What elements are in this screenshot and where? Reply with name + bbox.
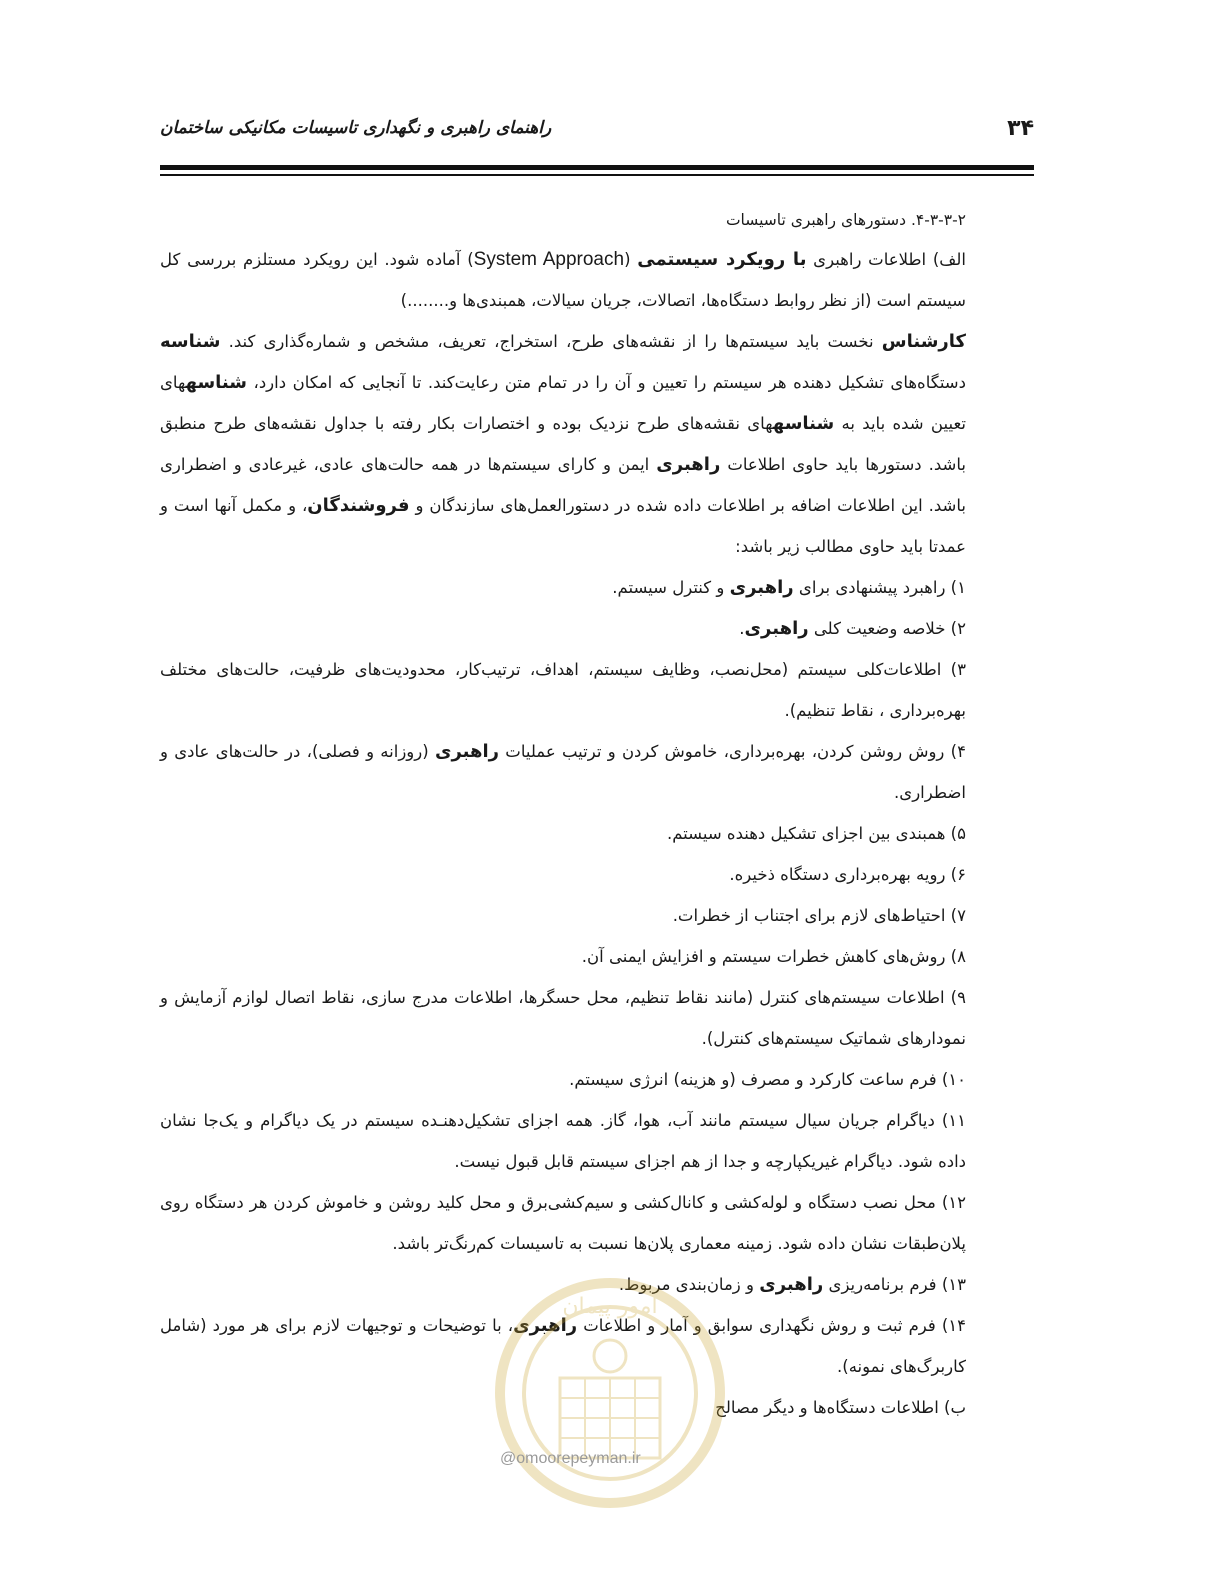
page-header [160,112,1034,152]
watermark-url: @omoorepeyman.ir [500,1450,641,1467]
text-run: های نقشه‌های طرح نزدیک بوده و اختصارات بکار رفته با جداول نقشه‌های طرح منطبق باشد. دستورها باید حاوی اطلاعات [160,414,966,474]
bold-term: شناسه [160,331,221,352]
text-run: ۲) خلاصه وضعیت کلی [808,619,966,638]
list-item: ۵) همبندی بین اجزای تشکیل دهنده سیستم. [666,824,966,843]
page-number: ۳۴ [1007,116,1034,141]
watermark-seal-icon [485,1268,735,1518]
text-run: . [739,619,745,638]
running-title: راهنمای راهبری و نگهداری تاسیسات مکانیکی ساختمان [160,118,552,138]
text-run: و کنترل سیستم. [612,578,730,597]
bold-term: کارشناس [881,331,966,352]
list-item: ۶) رویه بهره‌برداری دستگاه ذخیره. [729,865,966,884]
header-rule-thin [160,174,1034,176]
bold-term: با رویکرد سیستمی [637,249,807,270]
list-item: ۱۲) محل نصب دستگاه و لوله‌کشی و کانال‌کشی و سیم‌کشی‌برق و محل کلید روشن و خاموش کردن هر دستگاه روی پلان‌طبقات نشان داده شود. زمینه معماری پلان‌ها نسبت به تاسیسات کم‌رنگ‌تر باشد. [160,1193,966,1253]
list-item: ۳) اطلاعات‌کلی سیستم (محل‌نصب، وظایف سیستم، اهداف، ترتیب‌کار، محدودیت‌های ظرفیت، حالت‌های مختلف بهره‌برداری ، نقاط تنظیم). [160,660,966,720]
bold-term: راهبری [656,454,721,475]
text-run: ۴) روش روشن کردن، بهره‌برداری، خاموش کردن و ترتیب عملیات [499,742,966,761]
bold-term: شناسه [185,372,247,393]
list-item: ۱۰) فرم ساعت کارکرد و مصرف (و هزینه) انرژی سیستم. [569,1070,966,1089]
list-item [160,567,966,608]
text-run: ۱۳) فرم برنامه‌ریزی [823,1275,966,1294]
bold-term: راهبری [513,1315,578,1336]
text-run: و زمان‌بندی مربوط. [618,1275,760,1294]
text-run: (روزانه و فصلی)، در حالت‌های عادی و اضطراری. [160,742,966,802]
text-run: الف) اطلاعات راهبری [806,250,966,269]
bold-term: راهبری [729,577,794,598]
bold-term: راهبری [434,741,500,762]
text-run: ) آماده شود. این رویکرد مستلزم بررسی کل سیستم است (از نظر روابط دستگاه‌ها، اتصالات، جریان سیالات، همبندی‌ها و........) [160,250,966,310]
text-run: ۱) راهبرد پیشنهادی برای [793,578,966,597]
text-run: ، با توضیحات و توجیهات لازم برای هر مورد (شامل کاربرگ‌های نمونه). [160,1316,966,1376]
text-run: ، و مکمل آنها است و عمدتا باید حاوی مطالب زیر باشد: [160,496,966,556]
text-run: ایمن و کارای سیستم‌ها در همه حالت‌های عادی، غیرعادی و اضطراری باشد. این اطلاعات اضافه بر اطلاعات داده شده در دستورالعمل‌های سازندگان و [160,455,966,515]
text-run: ( [624,250,638,269]
bold-term: راهبری [759,1274,824,1295]
list-item: ۸) روش‌های کاهش خطرات سیستم و افزایش ایمنی آن. [581,947,966,966]
bold-term: شناسه [772,413,835,434]
list-item [160,608,966,649]
english-term: System Approach [473,249,625,270]
list-item: ۹) اطلاعات سیستم‌های کنترل (مانند نقاط تنظیم، محل حسگرها، اطلاعات مدرج سازی، نقاط اتصال لوازم آزمایش و نمودارهای شماتیک سیستم‌های کنترل). [160,988,966,1048]
list-item: ۱۱) دیاگرام جریان سیال سیستم مانند آب، هوا، گاز. همه اجزای تشکیل‌دهنـده سیستم در یک دیاگرام و یک‌جا نشان داده شود. دیاگرام غیریکپارچه و جدا از هم اجزای سیستم قابل قبول نیست. [160,1111,966,1171]
list-item [160,731,966,813]
body-text [160,205,966,1428]
bold-term: فروشندگان [307,495,410,516]
header-rule-thick [160,165,1034,170]
text-run: دستگاه‌های تشکیل دهنده هر سیستم را تعیین و آن را در تمام متن رعایت‌کند. تا آنجایی که امکان دارد، [246,373,966,392]
text-run: ۱۴) فرم ثبت و روش نگهداری سوابق و آمار و اطلاعات [577,1316,967,1335]
section-title: ۴-۳-۳-۲. دستورهای راهبری تاسیسات [725,211,966,229]
bold-term: راهبری [744,618,809,639]
paragraph-alef [160,239,966,321]
paragraph-main [160,321,966,567]
text-run: های تعیین شده باید به [160,373,966,433]
paragraph-be: ب) اطلاعات دستگاه‌ها و دیگر مصالح [715,1398,966,1417]
watermark-text: امور پیمان [562,1294,658,1319]
list-item: ۷) احتیاط‌های لازم برای اجتناب از خطرات. [672,906,966,925]
text-run: نخست باید سیستم‌ها را از نقشه‌های طرح، استخراج، تعریف، مشخص و شماره‌گذاری کند. [220,332,882,351]
